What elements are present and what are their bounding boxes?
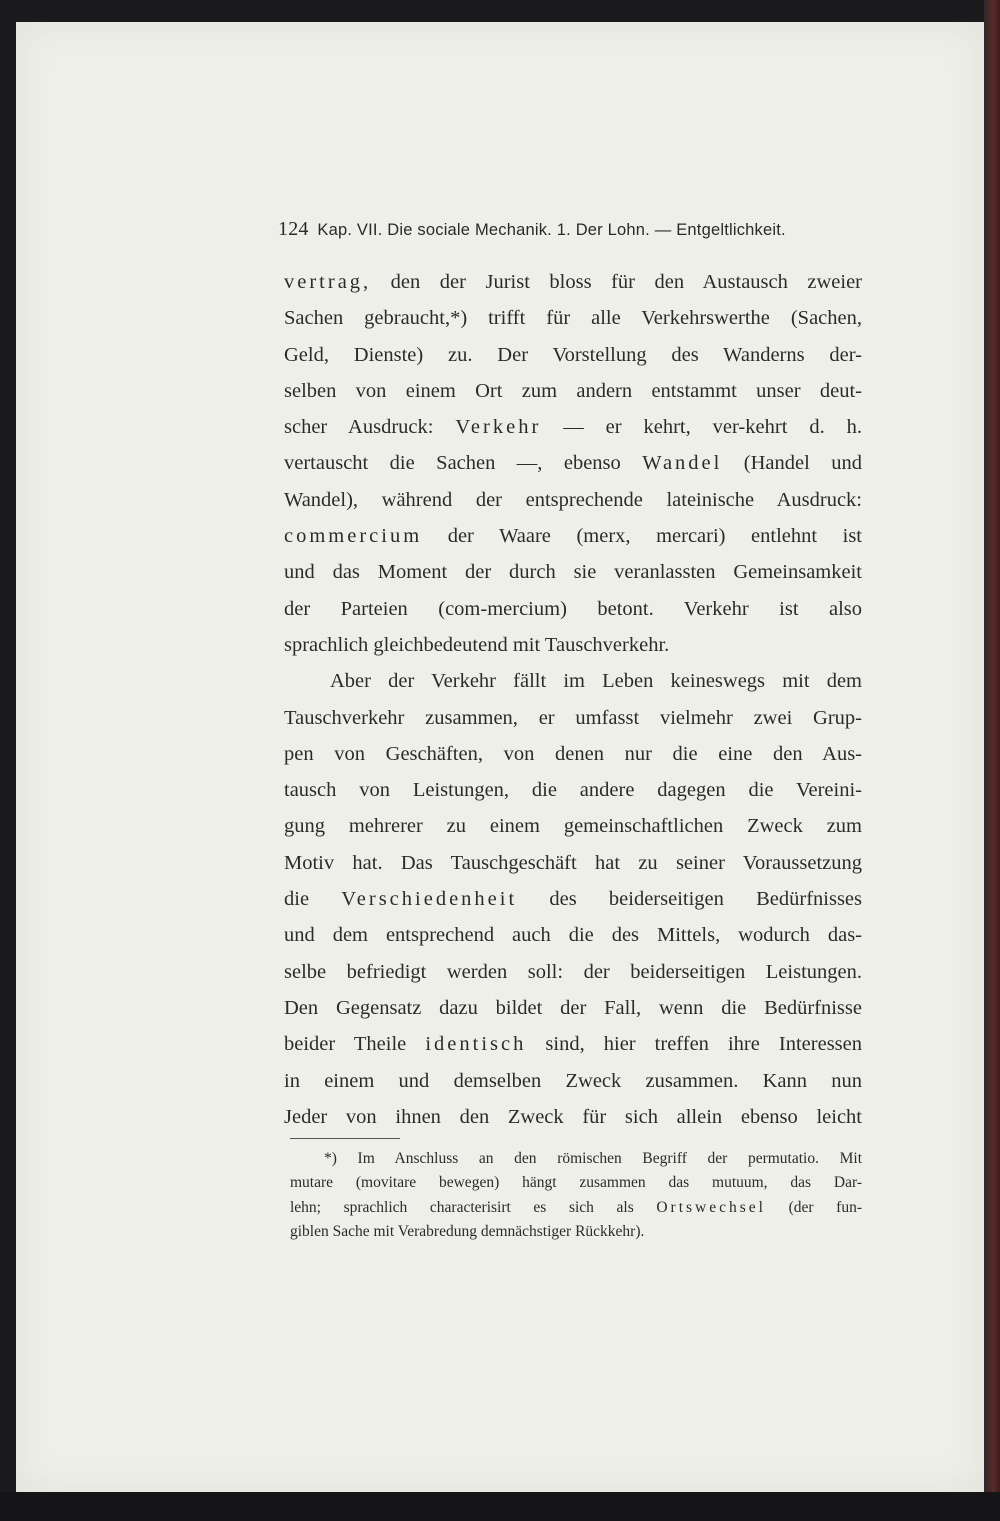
spaced-term: Ortswechsel [656, 1198, 766, 1216]
spaced-term: vertrag, [284, 271, 372, 293]
text-span: beider Theile [284, 1033, 426, 1056]
text-line: gung mehrerer zu einem gemeinschaftlichen Zweck zum [284, 815, 862, 838]
text-span: sind, hier treffen ihre Interessen [526, 1033, 862, 1056]
text-line [284, 264, 862, 300]
text-line: selben von einem Ort zum andern entstammt unser deut- [284, 379, 862, 402]
text-span: (der fun- [765, 1198, 862, 1216]
text-line: Motiv hat. Das Tauschgeschäft hat zu seiner Voraussetzung [284, 851, 862, 874]
text-span: (Handel und [722, 452, 862, 475]
text-line [284, 445, 862, 481]
text-line: Sachen gebraucht,*) trifft für alle Verkehrswerthe (Sachen, [284, 307, 862, 330]
spaced-term: commercium [284, 525, 423, 548]
text-line: Jeder von ihnen den Zweck für sich allein ebenso leicht [284, 1105, 862, 1128]
spaced-term: identisch [425, 1033, 527, 1056]
text-line: selbe befriedigt werden soll: der beiderseitigen Leistungen. [284, 960, 862, 983]
text-span: scher Ausdruck: [284, 416, 456, 439]
text-line: der Parteien (com-mercium) betont. Verkehr ist also [284, 597, 862, 620]
footnote-line: giblen Sache mit Verabredung demnächstiger Rückkehr). [290, 1222, 645, 1240]
text-line: und das Moment der durch sie veranlassten Gemeinsamkeit [284, 561, 862, 584]
text-span: lehn; sprachlich characterisirt es sich als [290, 1198, 657, 1216]
spaced-term: Verschiedenheit [341, 888, 518, 911]
text-line: in einem und demselben Zweck zusammen. Kann nun [284, 1069, 862, 1092]
page-number: 124 [278, 218, 309, 240]
book-edge [984, 0, 1000, 1521]
footnote [290, 1147, 862, 1244]
text-line: Tauschverkehr zusammen, er umfasst vielmehr zwei Grup- [284, 706, 862, 729]
book-page [16, 22, 984, 1492]
spaced-term: Verkehr [455, 416, 542, 439]
text-line: Geld, Dienste) zu. Der Vorstellung des Wanderns der- [284, 343, 862, 366]
text-line: Den Gegensatz dazu bildet der Fall, wenn die Bedürfnisse [284, 996, 862, 1019]
footnote-line: mutare (movitare bewegen) hängt zusammen das mutuum, das Dar- [290, 1174, 862, 1192]
running-head [278, 218, 858, 241]
text-line [284, 1026, 862, 1062]
text-line [284, 409, 862, 445]
text-line: und dem entsprechend auch die des Mittels, wodurch das- [284, 924, 862, 947]
text-span: der Waare (merx, mercari) entlehnt ist [422, 525, 862, 548]
text-line: pen von Geschäften, von denen nur die eine den Aus- [284, 742, 862, 765]
text-line: sprachlich gleichbedeutend mit Tauschverkehr. [284, 633, 670, 656]
body-text [284, 264, 862, 1135]
text-span: die [284, 888, 342, 911]
footnote-rule [290, 1138, 400, 1139]
text-span: den der Jurist bloss für den Austausch zweier [371, 271, 862, 293]
scan-border [0, 1492, 1000, 1521]
text-line: tausch von Leistungen, die andere dagegen die Vereini- [284, 779, 862, 802]
text-line: Wandel), während der entsprechende lateinische Ausdruck: [284, 488, 862, 511]
text-span: vertauscht die Sachen —, ebenso [284, 452, 643, 475]
footnote-line: *) Im Anschluss an den römischen Begriff der permutatio. Mit [324, 1150, 862, 1167]
text-line [284, 881, 862, 917]
text-span: des beiderseitigen Bedürfnisses [517, 888, 862, 911]
footnote-line [290, 1196, 862, 1220]
text-line [284, 518, 862, 554]
paragraph-start-line: Aber der Verkehr fällt im Leben keineswegs mit dem [330, 670, 862, 693]
spaced-term: Wandel [642, 452, 723, 475]
running-head-title: Kap. VII. Die sociale Mechanik. 1. Der Lohn. — Entgeltlichkeit. [317, 221, 786, 239]
text-span: — er kehrt, ver-kehrt d. h. [541, 416, 862, 439]
